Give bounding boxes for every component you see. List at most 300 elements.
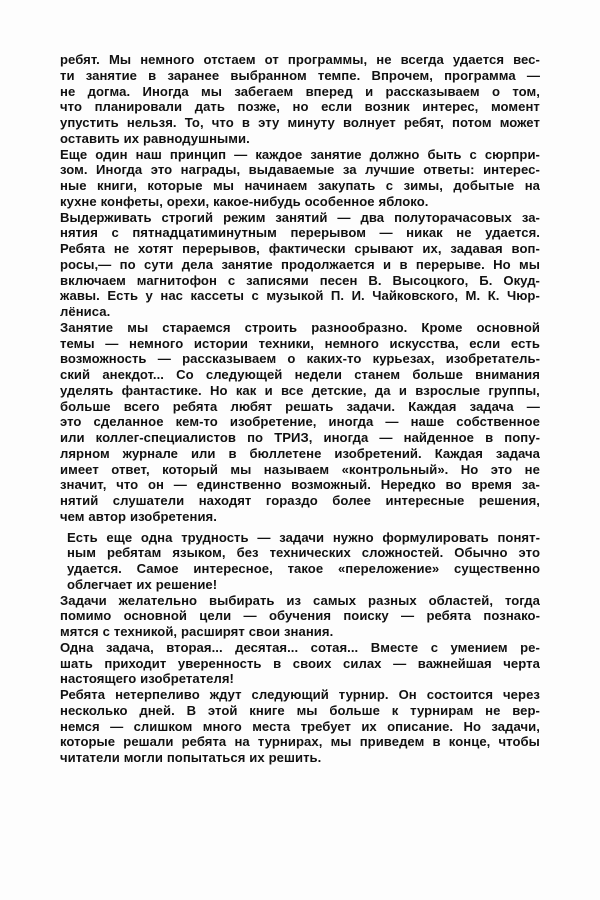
word: это xyxy=(518,545,540,561)
word: Он xyxy=(398,687,417,702)
word: — xyxy=(337,209,351,225)
word: задача xyxy=(495,445,540,461)
word: ребята xyxy=(172,398,218,414)
text-line xyxy=(60,241,540,257)
word: через xyxy=(503,687,540,702)
word: может xyxy=(499,115,540,130)
word: награды, xyxy=(180,162,241,178)
word: забегаем xyxy=(234,83,294,99)
word: основной xyxy=(476,319,540,335)
word: Кроме xyxy=(421,319,463,335)
word: Каждая xyxy=(434,445,483,461)
word: В xyxy=(186,702,197,718)
word: всегда xyxy=(400,52,444,67)
word: одна xyxy=(140,529,173,545)
word: на xyxy=(524,178,540,193)
word: силах xyxy=(343,655,382,671)
text-line xyxy=(60,320,540,336)
word: — xyxy=(526,398,540,414)
text-line xyxy=(60,493,540,509)
word: мы xyxy=(230,461,252,477)
word: возможность xyxy=(60,351,147,367)
word: выбранном xyxy=(230,67,307,83)
text-line: мятся с техникой, расширят свои знания. xyxy=(60,624,334,639)
word: тогда xyxy=(504,592,540,608)
word: на xyxy=(234,734,250,750)
word: в xyxy=(241,115,250,130)
word: М. xyxy=(465,288,481,304)
word: с xyxy=(227,272,236,288)
word: черта xyxy=(503,655,540,671)
word: места xyxy=(252,718,291,734)
word: этой xyxy=(207,702,238,718)
text-line xyxy=(60,703,540,719)
word: разнообразно. xyxy=(311,319,408,335)
word: с xyxy=(430,639,439,655)
text-line xyxy=(67,545,540,561)
word: лучшие xyxy=(365,162,415,178)
text-line xyxy=(60,608,540,624)
word: Впрочем, xyxy=(371,67,433,83)
word: темпе. xyxy=(317,67,361,83)
word: бюллетене xyxy=(249,445,322,461)
text-line xyxy=(60,336,540,352)
word: следующий xyxy=(251,687,329,702)
word: языком, xyxy=(172,545,226,561)
word: Б. xyxy=(479,272,493,288)
word: наш xyxy=(135,146,162,162)
word: больше xyxy=(60,398,111,414)
word: записями xyxy=(246,272,309,288)
word: и xyxy=(365,83,374,99)
word: во xyxy=(445,477,462,493)
word: том, xyxy=(512,83,540,99)
word: в xyxy=(399,256,408,272)
word: ре- xyxy=(520,639,540,655)
word: полуторачасовых xyxy=(394,209,512,225)
text-line xyxy=(60,178,540,194)
word: нужно xyxy=(332,529,374,545)
word: удается. xyxy=(485,225,540,241)
word: задачи xyxy=(279,529,325,545)
word: решать xyxy=(285,398,334,414)
word: сути xyxy=(144,256,174,272)
text-line xyxy=(60,414,540,430)
word: значит, xyxy=(60,477,107,493)
word: перерывов, xyxy=(182,241,260,256)
paragraph-p2 xyxy=(60,147,540,210)
word: мы xyxy=(127,319,149,335)
word: включаем xyxy=(60,272,126,288)
text-line xyxy=(60,84,540,100)
word: детские, xyxy=(311,382,367,398)
word: который xyxy=(162,461,218,477)
word: Нередко xyxy=(380,477,436,493)
word: момент xyxy=(490,99,540,115)
word: строить xyxy=(244,319,298,335)
word: ТРИЗ, xyxy=(274,430,313,445)
paragraph-p7 xyxy=(60,640,540,687)
body-text-column xyxy=(60,52,540,766)
word: Самое xyxy=(136,561,179,576)
word: основной xyxy=(123,608,187,624)
word: программы, xyxy=(287,52,368,67)
word: занятий xyxy=(275,209,328,225)
text-line: настоящего изобретателя! xyxy=(60,671,234,687)
word: по xyxy=(119,256,136,272)
word: находят xyxy=(198,493,252,508)
word: зом. xyxy=(60,162,88,178)
word: жавы. xyxy=(60,288,100,304)
word: ребята xyxy=(181,734,227,750)
word: решали xyxy=(123,734,174,750)
word: турнир. xyxy=(338,687,389,702)
word: за- xyxy=(521,477,540,493)
word: ждут xyxy=(209,687,242,702)
paragraph-p1 xyxy=(60,52,540,147)
word: выдаваемые xyxy=(248,162,335,178)
word: с xyxy=(469,146,477,162)
word: быть xyxy=(427,146,462,162)
word: Но xyxy=(463,718,482,734)
word: обучения xyxy=(268,608,332,624)
word: интерес, xyxy=(422,99,479,115)
word: «контрольный». xyxy=(341,461,449,477)
word: если xyxy=(469,335,501,351)
word: слишком xyxy=(133,718,193,734)
word: выбирать xyxy=(209,592,275,608)
word: десятая... xyxy=(235,639,299,655)
word: минуту xyxy=(287,115,335,130)
word: — xyxy=(393,655,407,671)
word: возможный. xyxy=(291,477,371,493)
word: планировали xyxy=(94,99,183,115)
word: сложностей. xyxy=(361,545,444,561)
word: кем-то xyxy=(175,414,218,430)
text-line xyxy=(60,399,540,415)
word: своих xyxy=(292,655,332,671)
word: В. xyxy=(368,272,382,288)
word: несколько xyxy=(60,702,128,718)
word: если xyxy=(321,99,353,115)
word: турнирах, xyxy=(257,734,323,750)
word: понят- xyxy=(497,529,540,545)
word: «переложение» xyxy=(337,561,440,576)
word: занятие xyxy=(85,67,137,83)
text-line: лёниса. xyxy=(60,304,111,319)
word: и xyxy=(398,382,407,398)
word: всего xyxy=(123,398,160,414)
word: Ребята xyxy=(60,687,106,702)
text-line xyxy=(60,273,540,289)
word: ные xyxy=(60,178,87,193)
word: и xyxy=(383,256,392,272)
word: фактически xyxy=(268,241,346,256)
word: нетерпеливо xyxy=(115,687,200,702)
word: — xyxy=(526,67,540,83)
word: П. xyxy=(330,288,345,304)
word: — xyxy=(379,430,393,445)
word: турнирам xyxy=(410,702,474,718)
word: что xyxy=(211,115,234,130)
word: Со xyxy=(176,367,194,382)
text-line xyxy=(60,734,540,750)
text-line: кухне конфеты, орехи, какое-нибудь особенное яблоко. xyxy=(60,193,429,209)
word: — xyxy=(401,608,415,624)
word: вперед xyxy=(305,83,353,99)
text-line xyxy=(60,115,540,131)
word: Чюр- xyxy=(506,288,540,304)
word: Выдерживать xyxy=(60,209,152,225)
word: закупать xyxy=(317,178,376,193)
word: темы xyxy=(60,335,95,351)
word: Чайковского, xyxy=(372,288,459,304)
text-line xyxy=(60,162,540,178)
word: — xyxy=(234,146,248,162)
word: иногда xyxy=(328,414,374,430)
word: нятий xyxy=(60,493,99,508)
word: технических xyxy=(269,545,351,561)
word: в xyxy=(273,655,282,671)
word: каких-то xyxy=(306,351,362,367)
word: за xyxy=(342,162,357,178)
word: не xyxy=(456,225,472,241)
word: музыкой xyxy=(266,288,324,304)
text-line xyxy=(60,257,540,273)
word: важнейшая xyxy=(417,655,492,671)
paragraph-p4 xyxy=(60,320,540,525)
word: это xyxy=(490,461,513,477)
word: задачи, xyxy=(491,718,540,734)
word: волнует xyxy=(342,115,396,130)
word: немного xyxy=(324,335,379,351)
word: в xyxy=(485,430,494,445)
word: кассеты xyxy=(190,288,244,304)
word: из xyxy=(286,592,302,608)
word: удается. xyxy=(67,561,122,576)
word: изобретений. xyxy=(334,445,422,461)
word: по xyxy=(247,430,264,445)
word: Каждая xyxy=(408,398,457,414)
word: задача, xyxy=(106,639,154,655)
word: имеет xyxy=(60,461,99,477)
word: — xyxy=(110,718,124,734)
word: ответ, xyxy=(111,461,150,477)
word: уделять xyxy=(60,382,114,398)
word: занятие xyxy=(221,256,273,272)
word: немного xyxy=(129,335,184,351)
word: Есть xyxy=(107,288,139,304)
word: умением xyxy=(450,639,508,655)
word: Высоцкого, xyxy=(392,272,469,288)
word: продолжается xyxy=(281,256,375,272)
text-line xyxy=(60,210,540,226)
text-line xyxy=(60,640,540,656)
word: в xyxy=(148,67,157,83)
word: один xyxy=(95,146,128,162)
word: перерывом xyxy=(290,225,366,241)
word: желательно xyxy=(118,592,198,608)
word: наше xyxy=(410,414,445,430)
word: — xyxy=(379,225,393,241)
word: — xyxy=(105,335,119,351)
text-line: оставить их равнодушными. xyxy=(60,130,250,146)
word: не xyxy=(485,702,501,718)
word: ти xyxy=(60,67,75,83)
word: как xyxy=(235,382,257,398)
word: Обычно xyxy=(454,545,508,561)
word: ский xyxy=(60,367,91,382)
word: задачи. xyxy=(346,398,396,414)
word: эту xyxy=(258,115,280,130)
word: поиску xyxy=(343,608,389,624)
word: рассказываем xyxy=(385,83,480,99)
word: больше xyxy=(412,367,463,382)
word: внимания xyxy=(475,367,540,382)
text-line: чем автор изобретения. xyxy=(60,508,217,524)
text-line xyxy=(60,593,540,609)
word: время xyxy=(471,477,512,493)
word: два xyxy=(360,209,385,225)
word: — xyxy=(157,351,171,367)
text-line xyxy=(60,147,540,163)
word: такое xyxy=(287,561,324,576)
text-line xyxy=(60,656,540,672)
word: их xyxy=(361,718,377,734)
word: мы xyxy=(330,734,352,750)
word: книги, xyxy=(97,178,137,193)
paragraph-p3 xyxy=(60,210,540,320)
text-line xyxy=(60,68,540,84)
word: чтобы xyxy=(498,734,540,750)
word: не xyxy=(60,83,76,99)
paragraph-p8 xyxy=(60,687,540,766)
word: строгий xyxy=(161,209,214,225)
word: требует xyxy=(300,718,351,734)
word: слушатели xyxy=(112,493,185,508)
word: То, xyxy=(184,115,204,130)
word: лярном xyxy=(60,445,110,461)
word: зимы, xyxy=(403,178,443,193)
word: срывают xyxy=(354,241,414,256)
text-line xyxy=(67,530,540,546)
word: Мы xyxy=(108,52,132,67)
word: — xyxy=(173,477,187,493)
word: Занятие xyxy=(60,319,114,335)
word: сотая... xyxy=(310,639,359,655)
text-line xyxy=(60,367,540,383)
word: с xyxy=(251,288,259,304)
word: Еще xyxy=(60,146,88,162)
word: ответы: xyxy=(423,162,475,178)
word: с xyxy=(385,178,394,193)
word: за- xyxy=(521,209,540,225)
word: задача xyxy=(469,398,514,414)
word: мы xyxy=(519,256,540,272)
word: более xyxy=(332,493,371,508)
text-line xyxy=(60,477,540,493)
word: ребята xyxy=(426,608,472,624)
word: Вместе xyxy=(370,639,419,655)
word: которые xyxy=(60,734,116,750)
word: описание. xyxy=(387,718,454,734)
word: воп- xyxy=(511,241,540,256)
word: фантастике. xyxy=(121,382,202,398)
word: начинаем xyxy=(244,178,308,193)
word: мы xyxy=(201,83,222,99)
word: Задачи xyxy=(60,592,107,608)
word: позже, xyxy=(237,99,280,115)
word: найденное xyxy=(403,430,475,445)
word: он xyxy=(147,477,164,493)
word: следующей xyxy=(205,367,283,382)
word: Ребята xyxy=(60,241,106,256)
word: пятнадцатиминутным xyxy=(132,225,277,241)
word: называем xyxy=(263,461,330,477)
word: от xyxy=(264,52,279,67)
word: вер- xyxy=(512,702,540,718)
word: помимо xyxy=(60,608,112,624)
word: нельзя. xyxy=(126,115,177,130)
word: Иногда xyxy=(142,83,189,99)
word: гораздо xyxy=(265,493,318,508)
word: потом xyxy=(451,115,492,130)
word: техники, xyxy=(258,335,314,351)
word: перерыве. xyxy=(415,256,485,272)
text-line xyxy=(60,462,540,478)
word: режим xyxy=(223,209,266,225)
word: никак xyxy=(406,225,443,241)
word: мы xyxy=(213,178,234,193)
word: но xyxy=(292,99,309,115)
text-line xyxy=(60,383,540,399)
word: вторая... xyxy=(166,639,223,655)
word: искусства, xyxy=(389,335,459,351)
word: заранее xyxy=(167,67,220,83)
word: не xyxy=(113,241,130,256)
word: любят xyxy=(230,398,273,414)
word: конце, xyxy=(448,734,491,750)
word: журнале xyxy=(122,445,178,461)
word: сюрпри- xyxy=(484,146,540,162)
word: без xyxy=(236,545,259,561)
word: и xyxy=(264,382,273,398)
word: интересное, xyxy=(193,561,273,576)
word: недели xyxy=(294,367,343,382)
word: самых xyxy=(313,592,357,608)
word: мы xyxy=(296,702,318,718)
word: возник xyxy=(364,99,410,115)
text-line: читатели могли попытаться их решить. xyxy=(60,750,322,765)
word: группы, xyxy=(488,382,540,398)
word: интересные xyxy=(385,493,465,508)
text-line xyxy=(60,687,540,703)
word: единственно xyxy=(196,477,282,493)
word: занятие xyxy=(310,146,362,162)
word: в xyxy=(228,445,237,461)
text-line xyxy=(60,430,540,446)
word: нас xyxy=(160,288,184,304)
word: должно xyxy=(369,146,420,162)
word: существенно xyxy=(454,561,540,576)
paragraph-p5 xyxy=(67,530,540,593)
word: иногда xyxy=(323,430,369,445)
word: — xyxy=(243,608,257,624)
word: нятия xyxy=(60,225,98,241)
word: или xyxy=(60,430,85,445)
word: курьезах, xyxy=(372,351,435,367)
word: Есть xyxy=(67,529,98,545)
